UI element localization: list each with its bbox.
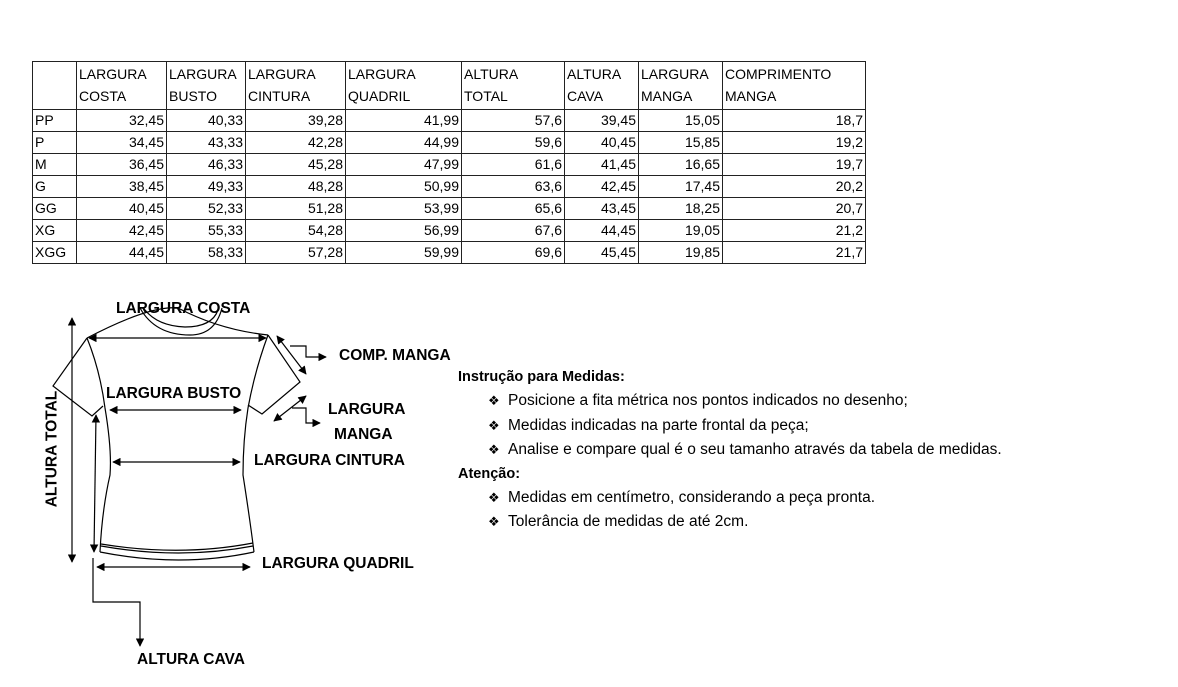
table-row: [33, 176, 866, 198]
table-row: [33, 110, 866, 132]
comp-manga-leader: [290, 346, 326, 357]
measure-cell: 49,33: [167, 176, 246, 198]
label-largura-costa: LARGURA COSTA: [116, 300, 251, 317]
list-item: [458, 486, 1002, 511]
list-item: [458, 389, 1002, 414]
label-altura-cava: ALTURA CAVA: [137, 651, 245, 668]
header-cell: ALTURA CAVA: [565, 62, 639, 110]
table-row: [33, 132, 866, 154]
diamond-bullet-icon: ❖: [488, 514, 500, 529]
label-altura-total: ALTURA TOTAL: [43, 390, 61, 508]
measure-cell: 58,33: [167, 242, 246, 264]
label-largura-cintura: LARGURA CINTURA: [254, 452, 405, 469]
measure-cell: 42,45: [77, 220, 167, 242]
measure-cell: 46,33: [167, 154, 246, 176]
measure-cell: 40,33: [167, 110, 246, 132]
measure-cell: 54,28: [246, 220, 346, 242]
measurement-arrows: [72, 318, 326, 646]
measure-cell: 36,45: [77, 154, 167, 176]
measure-cell: 55,33: [167, 220, 246, 242]
list-item-text: Medidas em centímetro, considerando a peça pronta.: [508, 488, 876, 506]
measure-cell: 59,6: [462, 132, 565, 154]
measure-cell: 21,2: [723, 220, 866, 242]
measure-cell: 40,45: [77, 198, 167, 220]
size-cell: G: [33, 176, 77, 198]
header-cell: COMPRIMENTO MANGA: [723, 62, 866, 110]
measure-cell: 40,45: [565, 132, 639, 154]
measure-cell: 59,99: [346, 242, 462, 264]
table-row: [33, 220, 866, 242]
header-cell: LARGURA BUSTO: [167, 62, 246, 110]
measure-cell: 56,99: [346, 220, 462, 242]
size-cell: P: [33, 132, 77, 154]
measure-cell: 67,6: [462, 220, 565, 242]
measure-cell: 65,6: [462, 198, 565, 220]
header-cell-size: [33, 62, 77, 110]
measure-cell: 45,45: [565, 242, 639, 264]
table-row: [33, 154, 866, 176]
attention-title: Atenção:: [458, 465, 521, 482]
measure-cell: 19,05: [639, 220, 723, 242]
measure-cell: 47,99: [346, 154, 462, 176]
measure-cell: 19,85: [639, 242, 723, 264]
measure-cell: 42,28: [246, 132, 346, 154]
list-item: [458, 438, 1002, 463]
list-item-text: Tolerância de medidas de até 2cm.: [508, 513, 749, 530]
list-item-text: Analise e compare qual é o seu tamanho através da tabela de medidas.: [508, 441, 1002, 458]
measure-cell: 43,45: [565, 198, 639, 220]
measure-cell: 44,99: [346, 132, 462, 154]
table-row: [33, 242, 866, 264]
measure-cell: 48,28: [246, 176, 346, 198]
label-largura-manga-line1: LARGURA: [328, 401, 406, 418]
measure-cell: 43,33: [167, 132, 246, 154]
header-cell: LARGURA QUADRIL: [346, 62, 462, 110]
list-item: [458, 510, 1002, 535]
measure-cell: 19,7: [723, 154, 866, 176]
measure-cell: 34,45: [77, 132, 167, 154]
measure-cell: 45,28: [246, 154, 346, 176]
size-cell: XG: [33, 220, 77, 242]
label-largura-busto: LARGURA BUSTO: [106, 385, 242, 402]
instructions-list: [458, 389, 1002, 463]
list-item: [458, 414, 1002, 439]
altura-cava-arrow: [94, 415, 96, 552]
measure-cell: 69,6: [462, 242, 565, 264]
largura-manga-leader: [292, 408, 320, 423]
measure-cell: 39,45: [565, 110, 639, 132]
size-cell: XGG: [33, 242, 77, 264]
measure-cell: 32,45: [77, 110, 167, 132]
measure-cell: 15,85: [639, 132, 723, 154]
measure-cell: 61,6: [462, 154, 565, 176]
instructions-title: Instrução para Medidas:: [458, 369, 625, 385]
measure-cell: 18,25: [639, 198, 723, 220]
measure-cell: 15,05: [639, 110, 723, 132]
altura-cava-leader: [93, 558, 140, 646]
measure-cell: 38,45: [77, 176, 167, 198]
measure-cell: 50,99: [346, 176, 462, 198]
instructions-section: [458, 366, 1002, 535]
tshirt-outline: [53, 308, 300, 560]
diamond-bullet-icon: ❖: [488, 393, 500, 408]
measure-cell: 57,6: [462, 110, 565, 132]
size-cell: M: [33, 154, 77, 176]
list-item-text: Posicione a fita métrica nos pontos indicados no desenho;: [508, 392, 908, 409]
header-cell: LARGURA COSTA: [77, 62, 167, 110]
label-comp-manga: COMP. MANGA: [339, 347, 451, 364]
label-largura-manga-line2: MANGA: [334, 426, 393, 443]
size-cell: GG: [33, 198, 77, 220]
measure-cell: 63,6: [462, 176, 565, 198]
measure-cell: 42,45: [565, 176, 639, 198]
header-cell: LARGURA MANGA: [639, 62, 723, 110]
measure-cell: 19,2: [723, 132, 866, 154]
measure-cell: 52,33: [167, 198, 246, 220]
label-largura-quadril: LARGURA QUADRIL: [262, 555, 414, 572]
measure-cell: 21,7: [723, 242, 866, 264]
measure-cell: 20,7: [723, 198, 866, 220]
measure-cell: 20,2: [723, 176, 866, 198]
header-cell: LARGURA CINTURA: [246, 62, 346, 110]
measure-cell: 17,45: [639, 176, 723, 198]
measure-cell: 41,99: [346, 110, 462, 132]
tshirt-measurement-diagram: [0, 290, 460, 682]
diamond-bullet-icon: ❖: [488, 489, 500, 505]
size-table: [32, 61, 866, 264]
diamond-bullet-icon: ❖: [488, 442, 500, 457]
measure-cell: 51,28: [246, 198, 346, 220]
diamond-bullet-icon: ❖: [488, 417, 500, 433]
measure-cell: 53,99: [346, 198, 462, 220]
measure-cell: 44,45: [565, 220, 639, 242]
measure-cell: 44,45: [77, 242, 167, 264]
measure-cell: 18,7: [723, 110, 866, 132]
measure-cell: 16,65: [639, 154, 723, 176]
table-row: [33, 198, 866, 220]
table-header-row: [33, 62, 866, 110]
measure-cell: 41,45: [565, 154, 639, 176]
size-cell: PP: [33, 110, 77, 132]
header-cell: ALTURA TOTAL: [462, 62, 565, 110]
measure-cell: 39,28: [246, 110, 346, 132]
measure-cell: 57,28: [246, 242, 346, 264]
attention-list: [458, 486, 1002, 535]
list-item-text: Medidas indicadas na parte frontal da peça;: [508, 416, 809, 434]
